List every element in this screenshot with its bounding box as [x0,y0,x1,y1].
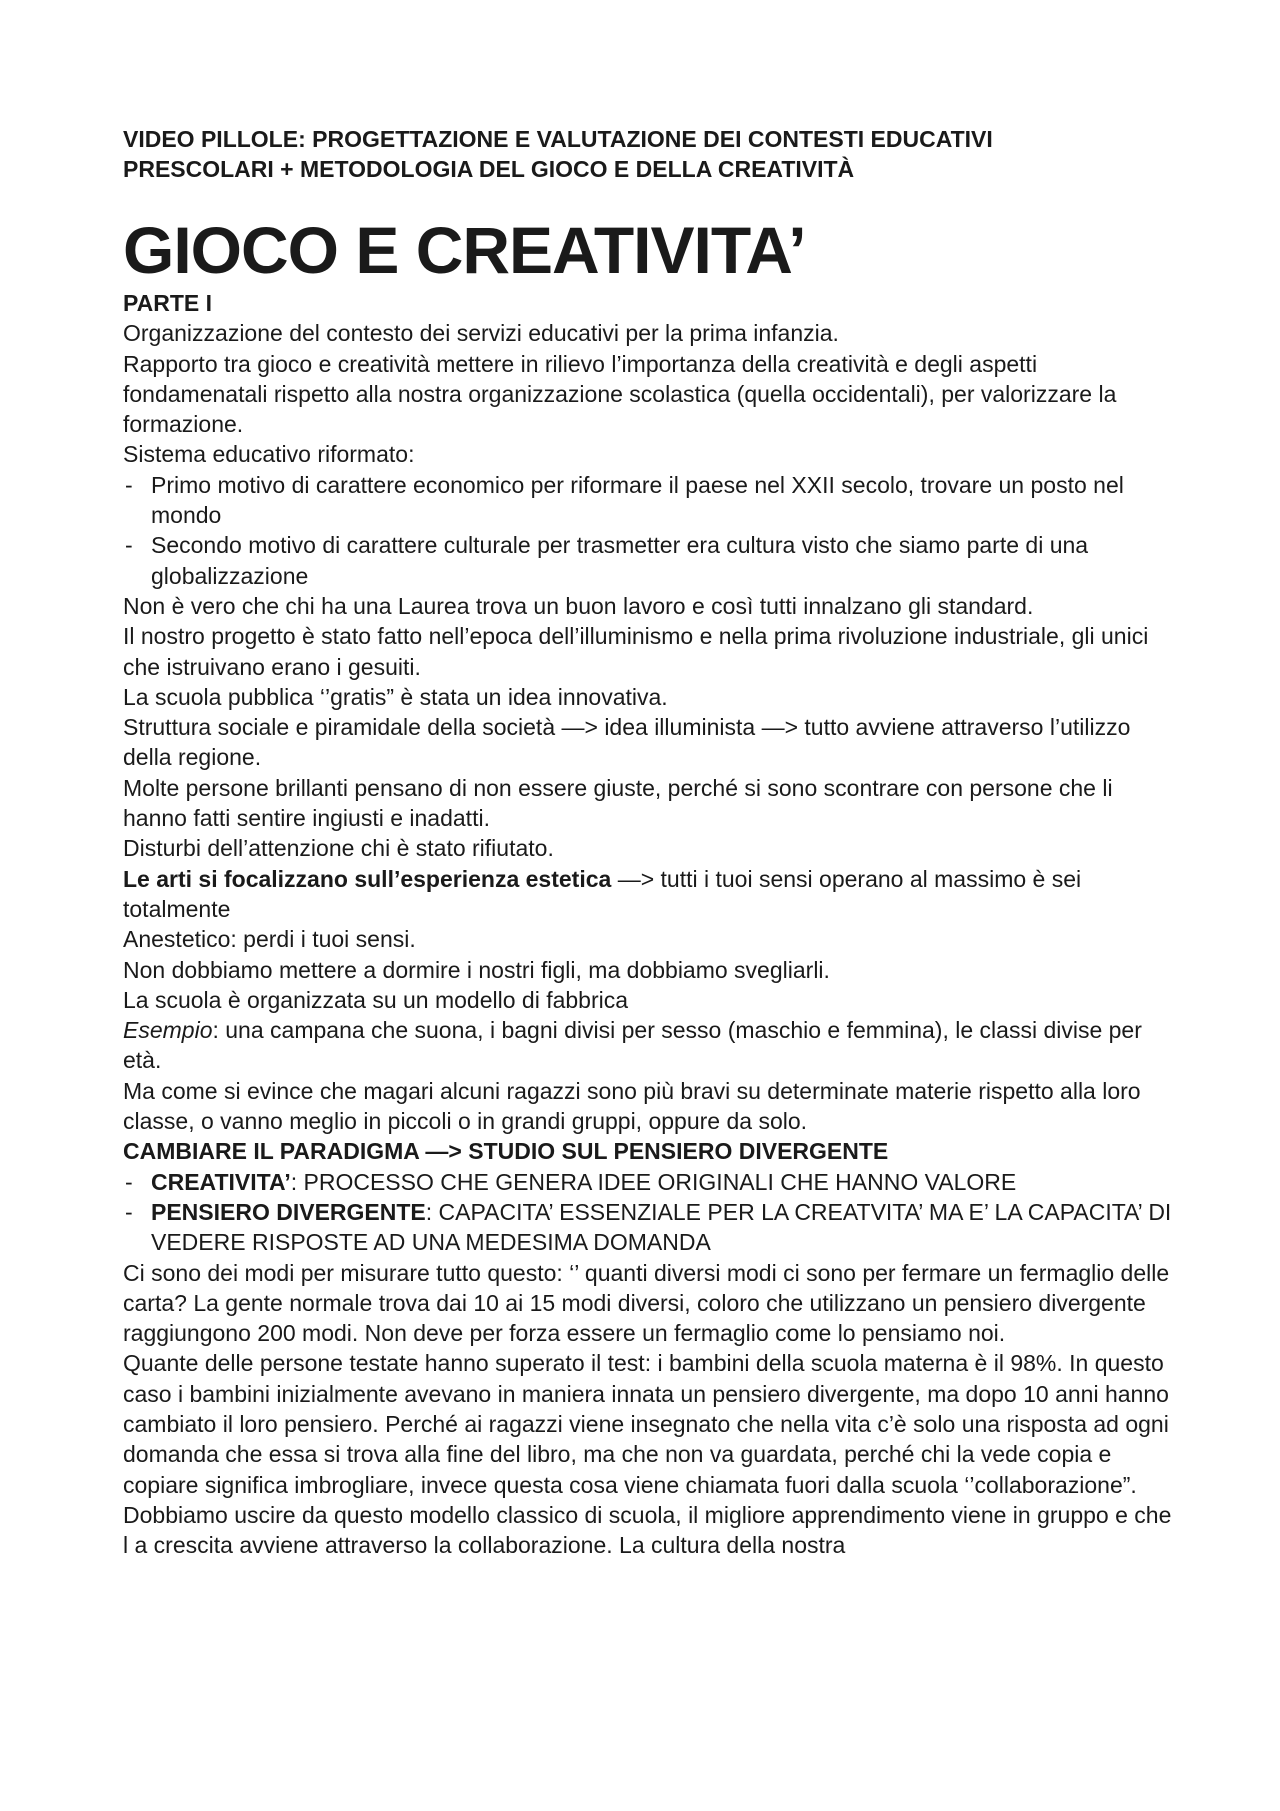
header-line-1: VIDEO PILLOLE: PROGETTAZIONE E VALUTAZIONE DEI CONTESTI EDUCATIVI [123,126,993,152]
paragraph: Ci sono dei modi per misurare tutto questo: ‘’ quanti diversi modi ci sono per fermare un fermaglio delle carta? La gente normale trova dai 10 ai 15 modi diversi, coloro che utilizzano un pensiero divergente raggiungono 200 modi. Non deve per forza essere un fermaglio come lo pensiamo noi. [123,1259,1170,1347]
bold-heading: CAMBIARE IL PARADIGMA —> STUDIO SUL PENSIERO DIVERGENTE [123,1138,889,1165]
paragraph: La scuola è organizzata su un modello di fabbrica [123,986,629,1013]
list-item [123,470,1173,531]
section-heading: PARTE I [123,290,213,316]
paragraph: La scuola pubblica ‘’gratis” è stata un idea innovativa. [123,683,668,710]
list-item [123,1167,1173,1197]
document-page [123,124,1173,1560]
list-item [123,530,1173,591]
paragraph-text: —> tutti i tuoi sensi operano al massimo è sei totalmente [123,865,1082,922]
header-line-2: PRESCOLARI + METODOLOGIA DEL GIOCO E DELLA CREATIVITÀ [123,156,855,182]
italic-phrase: Esempio [123,1017,213,1044]
paragraph-text: : una campana che suona, i bagni divisi per sesso (maschio e femmina), le classi divise per età. [123,1017,1142,1074]
paragraph: Anestetico: perdi i tuoi sensi. [123,926,416,953]
paragraph: Dobbiamo uscire da questo modello classico di scuola, il migliore apprendimento viene in gruppo e che l a crescita avviene attraverso la collaborazione. La cultura della nostra [123,1501,1172,1559]
paragraph: Struttura sociale e piramidale della società —> idea illuminista —> tutto avviene attraverso l’utilizzo della regione. [123,714,1131,771]
list-item-text: Primo motivo di carattere economico per riformare il paese nel XXII secolo, trovare un posto nel mondo [151,471,1124,529]
paragraph: Disturbi dell’attenzione chi è stato rifiutato. [123,835,554,862]
paragraph: Ma come si evince che magari alcuni ragazzi sono più bravi su determinate materie rispetto alla loro classe, o vanno meglio in piccoli o in grandi gruppi, oppure da solo. [123,1077,1141,1135]
paragraph: Rapporto tra gioco e creatività mettere in rilievo l’importanza della creatività e degli aspetti fondamenatali rispetto alla nostra organizzazione scolastica (quella occidentali), per valorizzare la formazione. [123,350,1117,438]
paragraph: Quante delle persone testate hanno superato il test: i bambini della scuola materna è il 98%. In questo caso i bambini inizialmente avevano in maniera innata un pensiero divergente, ma dopo 10 anni hanno cambiato il loro pensiero. Perché ai ragazzi viene insegnato che nella vita c’è solo una risposta ad ogni domanda che essa si trova alla fine del libro, ma che non va guardata, perché chi la vede copia e copiare significa imbrogliare, invece questa cosa viene chiamata fuori dalla scuola ‘’collaborazione”. [123,1350,1169,1498]
bullet-dash: - [125,1198,133,1225]
document-title: GIOCO E CREATIVITA’ [123,213,806,287]
bullet-dash: - [125,1168,133,1195]
paragraph: Il nostro progetto è stato fatto nell’epoca dell’illuminismo e nella prima rivoluzione industriale, gli unici che istruivano erano i gesuiti. [123,623,1149,680]
list-item-text: : PROCESSO CHE GENERA IDEE ORIGINALI CHE HANNO VALORE [290,1168,1017,1195]
document-header [123,124,1173,184]
paragraph [123,864,1173,925]
paragraph: Non è vero che chi ha una Laurea trova un buon lavoro e così tutti innalzano gli standard. [123,592,1034,619]
paragraph: Non dobbiamo mettere a dormire i nostri figli, ma dobbiamo svegliarli. [123,956,830,983]
paragraph: Molte persone brillanti pensano di non essere giuste, perché si sono scontrare con persone che li hanno fatti sentire ingiusti e inadatti. [123,774,1113,832]
list-item-term: PENSIERO DIVERGENTE [151,1198,426,1225]
list-item-term: CREATIVITA’ [151,1168,291,1195]
paragraph [123,1015,1173,1076]
list-item-text: : CAPACITA’ ESSENZIALE PER LA CREATVITA’ MA E’ LA CAPACITA’ DI VEDERE RISPOSTE AD UNA MEDESIMA DOMANDA [151,1198,1172,1256]
paragraph: Organizzazione del contesto dei servizi educativi per la prima infanzia. [123,320,839,347]
paragraph: Sistema educativo riformato: [123,441,415,468]
bullet-dash: - [125,471,133,498]
bullet-dash: - [125,532,133,559]
list-item [123,1197,1173,1258]
list-item-text: Secondo motivo di carattere culturale per trasmetter era cultura visto che siamo parte di una globalizzazione [151,532,1089,589]
bold-phrase: Le arti si focalizzano sull’esperienza estetica [123,865,612,892]
document-body [123,288,1173,1560]
